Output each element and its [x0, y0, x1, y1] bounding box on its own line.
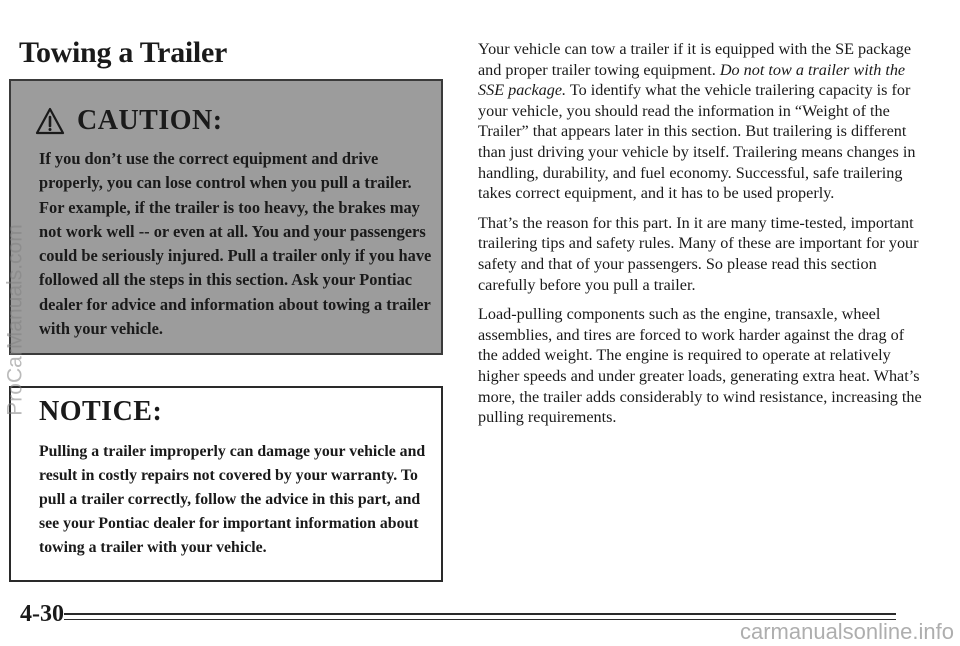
page-number: 4-30 — [20, 601, 64, 627]
notice-box — [9, 386, 443, 582]
body-column — [478, 39, 923, 437]
notice-title: NOTICE: — [39, 396, 163, 427]
caution-text: If you don’t use the correct equipment and drive properly, you can lose control when you pull a trailer. For example, if the trailer is too heavy, the brakes may not work well -- or even at all. You and your passengers could be seriously injured. Pull a trailer only if you have followed all the steps in this section. Ask your Pontiac dealer for advice and information about towing a trailer with your vehicle. — [39, 149, 432, 339]
section-title: Towing a Trailer — [19, 36, 227, 69]
paragraph-load: Load-pulling components such as the engine, transaxle, wheel assemblies, and tires are forced to work harder against the drag of the added weight. The engine is required to operate at relatively higher speeds and under greater loads, generating extra heat. What’s more, the trailer adds considerably to wind resistance, increasing the pulling requirements. — [478, 305, 922, 427]
paragraph-intro — [478, 39, 923, 204]
side-watermark-text: ProCarManuals.com — [4, 224, 27, 416]
caution-box — [9, 79, 443, 355]
paragraph-reason: That’s the reason for this part. In it are many time-tested, important trailering tips and safety rules. Many of these are important for your safety and that of your passengers. So please read this section carefully before you pull a trailer. — [478, 213, 919, 294]
caution-title: CAUTION: — [77, 105, 223, 136]
intro-text-continued: To identify what the vehicle trailering capacity is for your vehicle, you should read the information in “Weight of the Trailer” that appears later in this section. But trailering is different than just driving your vehicle by itself. Trailering means changes in handling, durability, and fuel economy. Successful, safe trailering takes correct equipment, and it has to be used properly. — [478, 81, 916, 203]
side-watermark — [3, 180, 29, 460]
caution-header — [35, 105, 223, 137]
notice-text: Pulling a trailer improperly can damage your vehicle and result in costly repairs not covered by your warranty. To pull a trailer correctly, follow the advice in this part, and see your Pontiac dealer for important information about towing a trailer with your vehicle. — [39, 443, 426, 556]
warning-triangle-icon — [35, 107, 65, 135]
intro-italic-warning: Do not tow a trailer with the SSE package. — [478, 60, 906, 100]
intro-text: Your vehicle can tow a trailer if it is equipped with the SE package and proper trailer towing equipment. — [478, 40, 912, 79]
bottom-watermark: carmanualsonline.info — [739, 619, 954, 644]
